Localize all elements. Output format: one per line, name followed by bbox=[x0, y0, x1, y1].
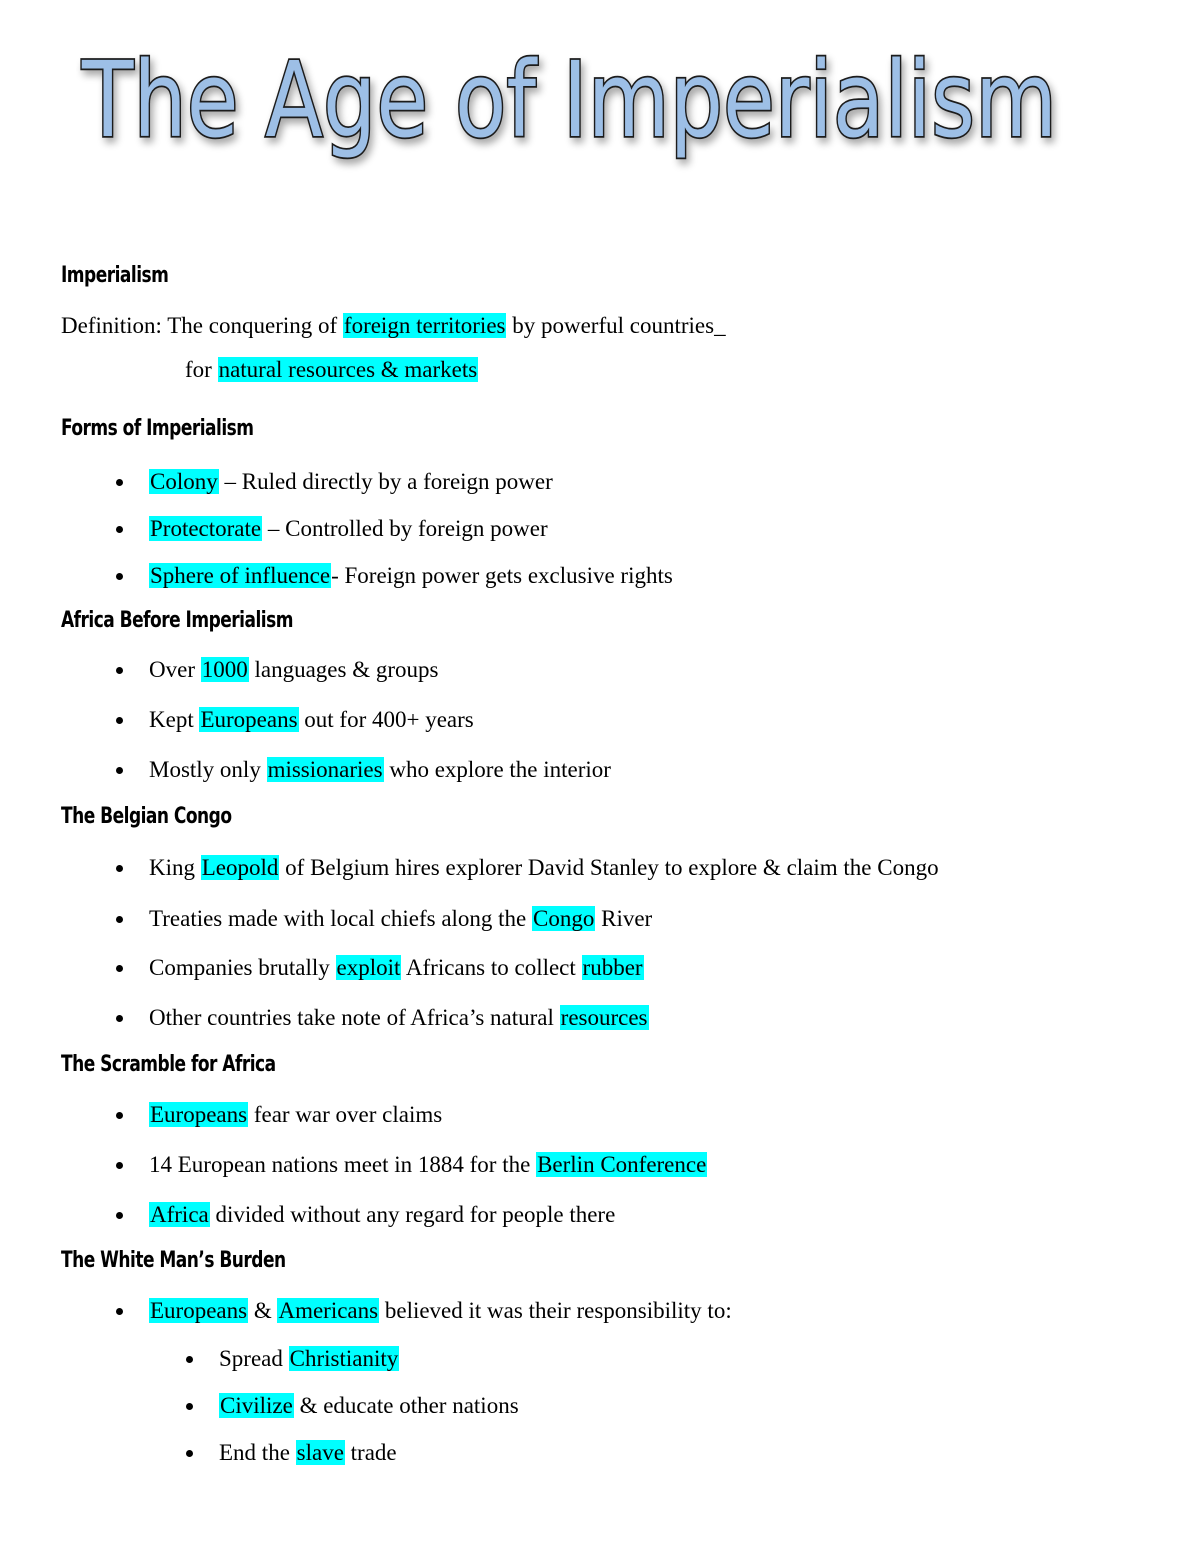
heading-forms-of-imperialism: Forms of Imperialism bbox=[61, 416, 254, 441]
forms-list bbox=[61, 467, 1151, 591]
document-title bbox=[76, 18, 1176, 228]
list-item: Mostly only missionaries who explore the interior bbox=[61, 755, 1151, 785]
definition-line-2 bbox=[61, 355, 1151, 385]
definition-line-2-prefix: for bbox=[185, 357, 218, 382]
bullet-icon bbox=[116, 573, 123, 580]
bullet-icon bbox=[116, 479, 123, 486]
bullet-icon bbox=[116, 1308, 123, 1315]
bullet-icon bbox=[116, 717, 123, 724]
bullet-icon bbox=[116, 965, 123, 972]
congo-list bbox=[61, 853, 1151, 1033]
bullet-icon bbox=[116, 767, 123, 774]
burden-sublist bbox=[61, 1344, 1151, 1468]
list-item: Colony – Ruled directly by a foreign power bbox=[61, 467, 1151, 497]
definition-line-1 bbox=[61, 311, 1151, 341]
heading-white-mans-burden: The White Man’s Burden bbox=[61, 1248, 286, 1273]
bullet-icon bbox=[116, 916, 123, 923]
highlight-natural-resources: natural resources & markets bbox=[218, 357, 478, 382]
bullet-icon bbox=[116, 1015, 123, 1022]
bullet-icon bbox=[116, 1162, 123, 1169]
list-item: Over 1000 languages & groups bbox=[61, 655, 1151, 685]
heading-scramble-for-africa: The Scramble for Africa bbox=[61, 1052, 276, 1077]
list-item: Europeans & Americans believed it was their responsibility to: bbox=[61, 1296, 1151, 1326]
scramble-list bbox=[61, 1100, 1151, 1230]
bullet-icon bbox=[186, 1403, 193, 1410]
bullet-icon bbox=[116, 1112, 123, 1119]
list-item: End the slave trade bbox=[61, 1438, 1151, 1468]
list-item: Protectorate – Controlled by foreign power bbox=[61, 514, 1151, 544]
bullet-icon bbox=[186, 1356, 193, 1363]
bullet-icon bbox=[186, 1450, 193, 1457]
bullet-icon bbox=[116, 865, 123, 872]
heading-imperialism: Imperialism bbox=[61, 263, 169, 288]
africa-before-list bbox=[61, 655, 1151, 785]
list-item: Other countries take note of Africa’s natural resources bbox=[61, 1003, 1151, 1033]
burden-list bbox=[61, 1296, 1151, 1326]
bullet-icon bbox=[116, 667, 123, 674]
list-item: Spread Christianity bbox=[61, 1344, 1151, 1374]
list-item: Sphere of influence- Foreign power gets exclusive rights bbox=[61, 561, 1151, 591]
heading-belgian-congo: The Belgian Congo bbox=[61, 804, 232, 829]
list-item: Europeans fear war over claims bbox=[61, 1100, 1151, 1130]
list-item: Africa divided without any regard for people there bbox=[61, 1200, 1151, 1230]
list-item: King Leopold of Belgium hires explorer David Stanley to explore & claim the Congo bbox=[61, 853, 1151, 883]
list-item: 14 European nations meet in 1884 for the Berlin Conference bbox=[61, 1150, 1151, 1180]
bullet-icon bbox=[116, 526, 123, 533]
bullet-icon bbox=[116, 1212, 123, 1219]
list-item: Companies brutally exploit Africans to collect rubber bbox=[61, 953, 1151, 983]
definition-middle: by powerful countries_ bbox=[506, 313, 726, 338]
title-text: The Age of Imperialism bbox=[81, 39, 1058, 161]
document-body bbox=[61, 258, 1151, 1468]
list-item: Kept Europeans out for 400+ years bbox=[61, 705, 1151, 735]
heading-africa-before-imperialism: Africa Before Imperialism bbox=[61, 608, 293, 633]
list-item: Civilize & educate other nations bbox=[61, 1391, 1151, 1421]
list-item: Treaties made with local chiefs along the Congo River bbox=[61, 904, 1151, 934]
highlight-foreign-territories: foreign territories bbox=[343, 313, 506, 338]
definition-prefix: Definition: The conquering of bbox=[61, 313, 343, 338]
